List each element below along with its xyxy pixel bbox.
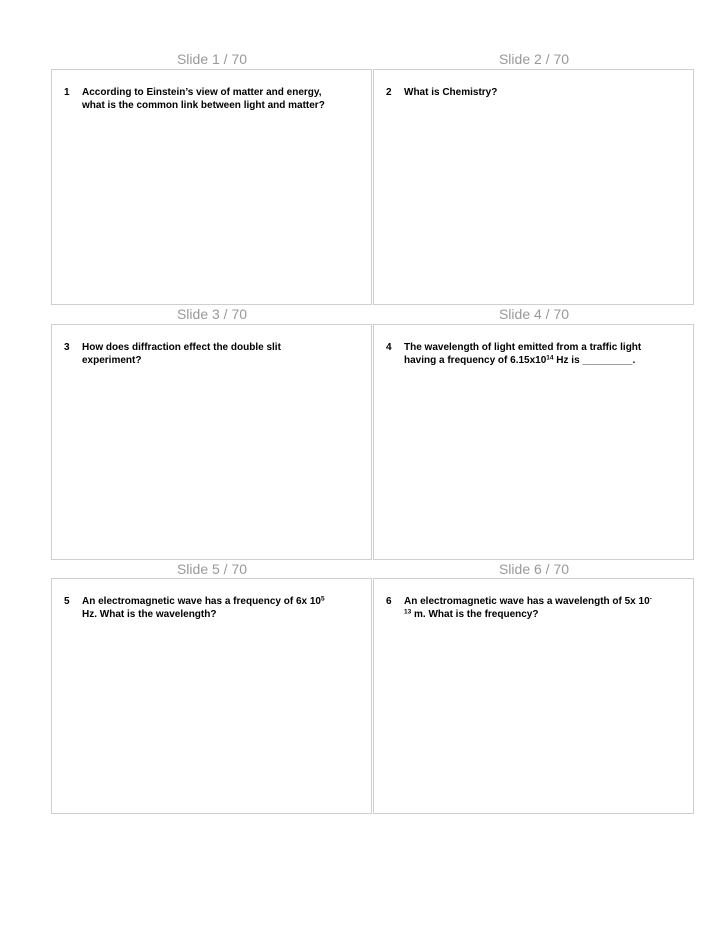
question-text: What is Chemistry? bbox=[404, 87, 498, 98]
slide-1-label: Slide 1 / 70 bbox=[176, 51, 248, 67]
slide-6-label: Slide 6 / 70 bbox=[498, 561, 570, 577]
question-number: 2 bbox=[386, 87, 392, 98]
slide-2-label: Slide 2 / 70 bbox=[498, 51, 570, 67]
question-text: An electromagnetic wave has a wavelength of 5x $10^{-13}$ m. What is the frequency? bbox=[404, 595, 652, 620]
slide-3-card bbox=[51, 324, 372, 560]
question-text: An electromagnetic wave has a frequency of 6x $10^5$ Hz. What is the wavelength? bbox=[82, 595, 325, 620]
question-text: The wavelength of light emitted from a traffic light having a frequency of $6.15x10^{14}$ Hz is _________. bbox=[404, 342, 642, 366]
slide-5-card bbox=[51, 578, 372, 814]
slide-4-card bbox=[373, 324, 694, 560]
slide-3-label: Slide 3 / 70 bbox=[176, 306, 248, 322]
slide-4-label: Slide 4 / 70 bbox=[498, 306, 570, 322]
slide-1-card bbox=[51, 69, 372, 305]
question-number: 4 bbox=[386, 342, 392, 353]
question-number: 6 bbox=[386, 596, 392, 607]
question-number: 3 bbox=[64, 342, 70, 353]
question-text: How does diffraction effect the double slit experiment? bbox=[82, 342, 281, 366]
slide-2-card bbox=[373, 69, 694, 305]
question-number: 5 bbox=[64, 596, 70, 607]
question-text: According to Einstein’s view of matter and energy, what is the common link between light and matter? bbox=[82, 87, 325, 111]
question-number: 1 bbox=[64, 87, 70, 98]
slide-5-label: Slide 5 / 70 bbox=[176, 561, 248, 577]
slide-6-card bbox=[373, 578, 694, 814]
